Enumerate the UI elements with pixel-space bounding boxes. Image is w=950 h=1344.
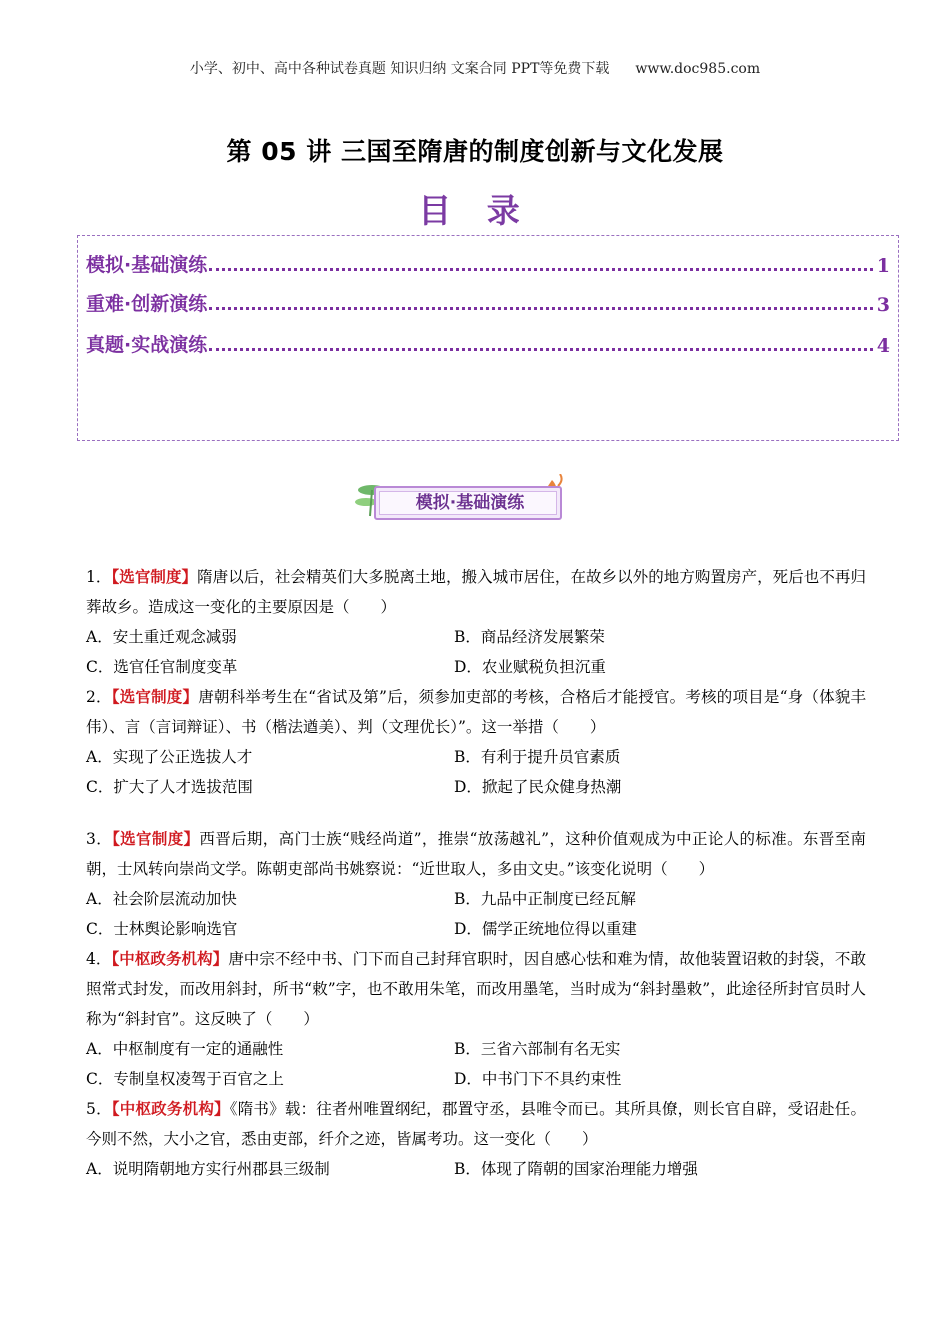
question-tag: 【选官制度】 (111, 687, 199, 706)
option-d[interactable]: D．儒学正统地位得以重建 (454, 920, 637, 938)
question-number: 1． (86, 568, 112, 586)
section-banner (350, 482, 570, 524)
question-number: 4． (86, 950, 112, 968)
page-header (0, 58, 950, 78)
option-b[interactable]: B．有利于提升员官素质 (454, 748, 621, 766)
toc-leader-dots (209, 268, 873, 271)
question-5 (86, 1094, 866, 1184)
toc-item-label: 模拟·基础演练 (86, 254, 208, 276)
toc-item-3[interactable] (86, 329, 890, 357)
page-title: 第 05 讲 三国至隋唐的制度创新与文化发展 (226, 137, 724, 166)
toc-leader-dots (209, 307, 873, 310)
option-a[interactable]: A．安土重迁观念减弱 (86, 628, 237, 646)
option-d[interactable]: D．掀起了民众健身热潮 (454, 778, 622, 796)
question-stem: 隋唐以后，社会精英们大多脱离土地，搬入城市居住，在故乡以外的地方购置房产，死后也不再归葬故乡。造成这一变化的主要原因是（ ） (86, 568, 866, 616)
option-b[interactable]: B．商品经济发展繁荣 (454, 628, 605, 646)
option-a[interactable]: A．社会阶层流动加快 (86, 890, 237, 908)
question-1 (86, 562, 866, 682)
question-4 (86, 944, 866, 1094)
option-c[interactable]: C．专制皇权凌驾于百官之上 (86, 1070, 284, 1088)
option-c[interactable]: C．扩大了人才选拔范围 (86, 778, 253, 796)
option-a[interactable]: A．实现了公正选拔人才 (86, 748, 253, 766)
question-stem: 唐中宗不经中书、门下而自己封拜官职时，因自感心怯和难为情，故他装置诏敕的封袋，不敢照常式封发，而改用斜封，所书“敕”字，也不敢用朱笔，而改用墨笔，当时成为“斜封墨敕”，此途径所封官员时人称为“斜封官”。这反映了（ ） (86, 950, 866, 1028)
question-stem: 《隋书》载：往者州唯置纲纪，郡置守丞，县唯令而已。其所具僚，则长官自辟，受诏赴任。今则不然，大小之官，悉由吏部，纤介之迹，皆属考功。这一变化（ ） (86, 1100, 866, 1148)
option-d[interactable]: D．农业赋税负担沉重 (454, 658, 606, 676)
toc-item-2[interactable] (86, 288, 890, 316)
toc-leader-dots (209, 348, 873, 351)
toc-item-1[interactable] (86, 249, 890, 277)
toc-item-page: 4 (876, 335, 890, 357)
option-b[interactable]: B．九品中正制度已经瓦解 (454, 890, 636, 908)
option-b[interactable]: B．三省六部制有名无实 (454, 1040, 621, 1058)
question-tag: 【选官制度】 (111, 567, 198, 586)
question-stem: 西晋后期，高门士族“贱经尚道”，推崇“放荡越礼”，这种价值观成为中正论人的标准。东晋至南朝，士风转向崇尚文学。陈朝吏部尚书姚察说：“近世取人，多由文史。”该变化说明（ ） (86, 830, 866, 878)
option-a[interactable]: A．中枢制度有一定的通融性 (86, 1040, 284, 1058)
question-stem: 唐朝科举考生在“省试及第”后，须参加吏部的考核，合格后才能授官。考核的项目是“身（体貌丰伟）、言（言词辩证）、书（楷法遒美）、判（文理优长）”。这一举措（ ） (86, 688, 866, 736)
question-number: 3． (86, 830, 113, 848)
option-c[interactable]: C．士林舆论影响选官 (86, 920, 238, 938)
toc-item-page: 1 (876, 255, 890, 277)
question-number: 2． (86, 688, 112, 706)
banner-frame (374, 486, 562, 520)
question-tag: 【选官制度】 (112, 829, 200, 848)
toc-item-page: 3 (876, 294, 890, 316)
option-b[interactable]: B．体现了隋朝的国家治理能力增强 (454, 1160, 698, 1178)
header-text: 小学、初中、高中各种试卷真题 知识归纳 文案合同 PPT等免费下载 (189, 61, 610, 77)
question-3 (86, 824, 866, 944)
option-d[interactable]: D．中书门下不具约束性 (454, 1070, 622, 1088)
question-tag: 【中枢政务机构】 (111, 949, 229, 968)
table-of-contents (77, 235, 899, 441)
question-number: 5． (86, 1100, 112, 1118)
toc-item-label: 重难·创新演练 (86, 293, 208, 315)
question-2 (86, 682, 866, 802)
header-site-link[interactable]: www.doc985.com (635, 61, 761, 77)
question-list (86, 562, 866, 1184)
option-c[interactable]: C．选官任官制度变革 (86, 658, 238, 676)
banner-title: 模拟·基础演练 (415, 493, 525, 513)
option-a[interactable]: A．说明隋朝地方实行州郡县三级制 (86, 1160, 330, 1178)
toc-item-label: 真题·实战演练 (86, 334, 208, 356)
toc-heading: 目 录 (418, 191, 532, 230)
question-tag: 【中枢政务机构】 (111, 1099, 230, 1118)
